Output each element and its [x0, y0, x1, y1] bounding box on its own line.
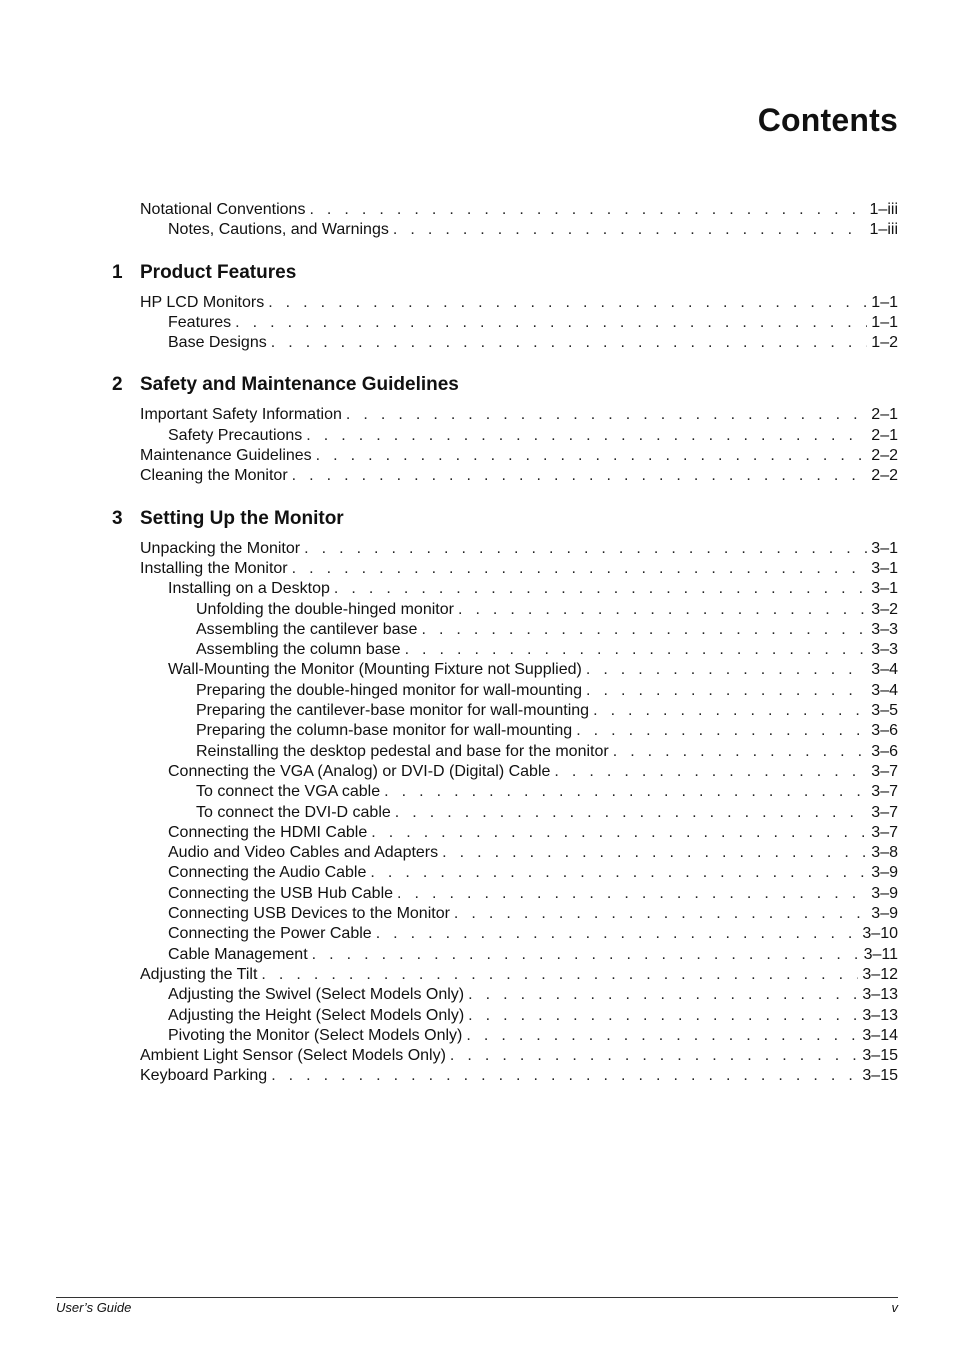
toc-entry-page-number: 1–iii — [869, 221, 898, 239]
toc-entry[interactable] — [112, 333, 898, 353]
toc-entry-page-number: 3–5 — [871, 702, 898, 720]
toc-entry-page-number: 3–11 — [863, 945, 898, 963]
toc-entry-page-number: 3–4 — [871, 681, 898, 699]
toc-entry-label: Preparing the column-base monitor for wall-mounting — [196, 722, 573, 740]
footer-page-number: v — [891, 1300, 898, 1315]
toc-entry[interactable] — [112, 313, 898, 333]
toc-entry-label: Preparing the cantilever-base monitor for wall-mounting — [196, 702, 590, 720]
toc-entry-label: Safety Precautions — [168, 426, 303, 444]
toc-entry-label: Assembling the cantilever base — [196, 620, 418, 638]
chapter-title: Setting Up the Monitor — [140, 507, 344, 529]
dot-leader — [468, 1006, 858, 1026]
chapter-entries — [112, 539, 898, 1087]
dot-leader — [454, 904, 867, 924]
toc-entry-page-number: 3–14 — [862, 1026, 898, 1044]
dot-leader — [586, 681, 867, 701]
toc-entry-label: Connecting the VGA (Analog) or DVI-D (Digital) Cable — [168, 762, 551, 780]
dot-leader — [576, 721, 867, 741]
toc-entry-page-number: 3–6 — [871, 742, 898, 760]
toc-entry-label: To connect the VGA cable — [196, 783, 381, 801]
dot-leader — [271, 1066, 858, 1086]
preface-group — [112, 200, 898, 241]
toc-entry[interactable] — [112, 559, 898, 579]
toc-entry-page-number: 3–1 — [871, 539, 898, 557]
toc-entry-label: Cleaning the Monitor — [140, 467, 288, 485]
toc-entry-page-number: 3–1 — [871, 559, 898, 577]
toc-entry-label: Keyboard Parking — [140, 1067, 268, 1085]
dot-leader — [316, 446, 868, 466]
toc-entry-label: Assembling the column base — [196, 641, 401, 659]
toc-entry-page-number: 3–13 — [862, 986, 898, 1004]
toc-entry[interactable] — [112, 803, 898, 823]
toc-entry-label: Installing on a Desktop — [168, 580, 330, 598]
toc-entry[interactable] — [112, 640, 898, 660]
toc-entry[interactable] — [112, 681, 898, 701]
toc-entry-page-number: 3–7 — [871, 803, 898, 821]
toc-entry[interactable] — [112, 293, 898, 313]
dot-leader — [397, 884, 867, 904]
toc-entry-label: Maintenance Guidelines — [140, 447, 312, 465]
dot-leader — [613, 742, 868, 762]
toc-entry-label: HP LCD Monitors — [140, 293, 265, 311]
toc-entry-page-number: 3–7 — [871, 762, 898, 780]
toc-entry[interactable] — [112, 945, 898, 965]
toc-entry-page-number: 3–9 — [871, 864, 898, 882]
toc-entry[interactable] — [112, 620, 898, 640]
chapters-container — [112, 261, 898, 1087]
toc-entry[interactable] — [112, 965, 898, 985]
dot-leader — [554, 762, 867, 782]
toc-entry-label: Connecting the Audio Cable — [168, 864, 367, 882]
toc-entry[interactable] — [112, 220, 898, 240]
toc-entry[interactable] — [112, 843, 898, 863]
dot-leader — [261, 965, 858, 985]
dot-leader — [421, 620, 867, 640]
toc-entry[interactable] — [112, 539, 898, 559]
toc-entry[interactable] — [112, 985, 898, 1005]
toc-entry-label: Audio and Video Cables and Adapters — [168, 844, 439, 862]
toc-entry[interactable] — [112, 426, 898, 446]
toc-entry[interactable] — [112, 721, 898, 741]
toc-entry-page-number: 2–2 — [871, 467, 898, 485]
chapter-heading[interactable] — [112, 507, 898, 531]
toc-entry-page-number: 1–1 — [871, 293, 898, 311]
chapter-heading[interactable] — [112, 261, 898, 285]
dot-leader — [450, 1046, 858, 1066]
toc-entry-page-number: 3–8 — [871, 844, 898, 862]
toc-entry-page-number: 3–15 — [862, 1067, 898, 1085]
chapter-entries — [112, 293, 898, 354]
toc-entry[interactable] — [112, 884, 898, 904]
toc-entry[interactable] — [112, 1026, 898, 1046]
toc-entry[interactable] — [112, 200, 898, 220]
footer-rule — [56, 1297, 898, 1298]
toc-entry-label: Connecting the USB Hub Cable — [168, 884, 394, 902]
toc-entry[interactable] — [112, 823, 898, 843]
toc-entry-label: Notational Conventions — [140, 201, 306, 218]
dot-leader — [306, 426, 867, 446]
toc-entry-page-number: 3–9 — [871, 905, 898, 923]
toc-entry[interactable] — [112, 1066, 898, 1086]
toc-entry-page-number: 3–1 — [871, 580, 898, 598]
dot-leader — [271, 333, 868, 353]
chapter-entries — [112, 405, 898, 486]
toc-entry-label: Unfolding the double-hinged monitor — [196, 600, 454, 618]
dot-leader — [312, 945, 860, 965]
dot-leader — [292, 559, 868, 579]
toc-entry[interactable] — [112, 924, 898, 944]
toc-entry[interactable] — [112, 446, 898, 466]
chapter-number: 1 — [112, 261, 123, 283]
dot-leader — [334, 579, 867, 599]
toc-entry-label: Preparing the double-hinged monitor for wall-mounting — [196, 681, 582, 699]
dot-leader — [593, 701, 867, 721]
dot-leader — [371, 823, 867, 843]
toc-entry-label: Important Safety Information — [140, 406, 342, 424]
toc-entry-page-number: 3–3 — [871, 641, 898, 659]
chapter-title: Safety and Maintenance Guidelines — [140, 374, 459, 396]
dot-leader — [268, 293, 867, 313]
dot-leader — [304, 539, 867, 559]
toc-entry-page-number: 3–4 — [871, 661, 898, 679]
toc-entry-page-number: 3–9 — [871, 884, 898, 902]
table-of-contents — [112, 200, 898, 1087]
toc-entry-label: Base Designs — [168, 334, 267, 352]
toc-entry-label: Unpacking the Monitor — [140, 539, 301, 557]
toc-entry-label: Adjusting the Height (Select Models Only) — [168, 1006, 465, 1024]
toc-entry[interactable] — [112, 579, 898, 599]
toc-entry-page-number: 3–7 — [871, 823, 898, 841]
toc-entry-label: Wall-Mounting the Monitor (Mounting Fixture not Supplied) — [168, 661, 582, 679]
dot-leader — [586, 660, 867, 680]
toc-entry-label: Connecting USB Devices to the Monitor — [168, 905, 450, 923]
toc-entry-page-number: 2–2 — [871, 447, 898, 465]
toc-entry[interactable] — [112, 1006, 898, 1026]
toc-entry-page-number: 3–12 — [862, 965, 898, 983]
toc-entry[interactable] — [112, 904, 898, 924]
toc-entry-page-number: 3–15 — [862, 1047, 898, 1065]
toc-entry-page-number: 3–2 — [871, 600, 898, 618]
toc-entry-page-number: 1–iii — [869, 201, 898, 218]
chapter-number: 3 — [112, 507, 123, 529]
toc-entry-label: Installing the Monitor — [140, 559, 288, 577]
dot-leader — [292, 466, 868, 486]
toc-entry-label: To connect the DVI-D cable — [196, 803, 391, 821]
toc-entry[interactable] — [112, 466, 898, 486]
toc-entry[interactable] — [112, 660, 898, 680]
dot-leader — [376, 924, 859, 944]
toc-entry[interactable] — [112, 742, 898, 762]
toc-entry-label: Cable Management — [168, 945, 308, 963]
toc-entry-label: Features — [168, 313, 232, 331]
chapter-heading[interactable] — [112, 373, 898, 397]
toc-entry[interactable] — [112, 701, 898, 721]
toc-entry[interactable] — [112, 405, 898, 425]
dot-leader — [466, 1026, 858, 1046]
toc-entry[interactable] — [112, 863, 898, 883]
toc-entry-page-number: 1–1 — [871, 313, 898, 331]
dot-leader — [442, 843, 867, 863]
chapter-title: Product Features — [140, 261, 297, 283]
toc-entry-page-number: 3–10 — [862, 925, 898, 943]
toc-entry-page-number: 2–1 — [871, 426, 898, 444]
dot-leader — [370, 863, 867, 883]
toc-entry-label: Reinstalling the desktop pedestal and base for the monitor — [196, 742, 609, 760]
toc-entry[interactable] — [112, 782, 898, 802]
toc-entry-label: Pivoting the Monitor (Select Models Only) — [168, 1026, 463, 1044]
toc-entry[interactable] — [112, 762, 898, 782]
dot-leader — [458, 600, 867, 620]
toc-entry-label: Adjusting the Swivel (Select Models Only) — [168, 986, 465, 1004]
toc-entry-page-number: 3–7 — [871, 783, 898, 801]
toc-entry-label: Adjusting the Tilt — [140, 965, 258, 983]
dot-leader — [393, 220, 866, 240]
dot-leader — [405, 640, 868, 660]
toc-entry[interactable] — [112, 600, 898, 620]
toc-entry-label: Connecting the Power Cable — [168, 925, 372, 943]
footer-document-title: User’s Guide — [56, 1300, 132, 1315]
chapter-number: 2 — [112, 374, 123, 396]
dot-leader — [346, 405, 867, 425]
dot-leader — [235, 313, 867, 333]
page-title: Contents — [757, 102, 898, 138]
dot-leader — [395, 803, 868, 823]
toc-entry-page-number: 1–2 — [871, 334, 898, 352]
dot-leader — [468, 985, 858, 1005]
dot-leader — [309, 200, 865, 220]
toc-entry-page-number: 3–3 — [871, 620, 898, 638]
dot-leader — [384, 782, 867, 802]
toc-entry-label: Connecting the HDMI Cable — [168, 823, 368, 841]
toc-entry-label: Notes, Cautions, and Warnings — [168, 221, 389, 239]
toc-entry[interactable] — [112, 1046, 898, 1066]
toc-entry-page-number: 2–1 — [871, 406, 898, 424]
toc-entry-page-number: 3–13 — [862, 1006, 898, 1024]
toc-entry-page-number: 3–6 — [871, 722, 898, 740]
toc-entry-label: Ambient Light Sensor (Select Models Only) — [140, 1047, 446, 1065]
